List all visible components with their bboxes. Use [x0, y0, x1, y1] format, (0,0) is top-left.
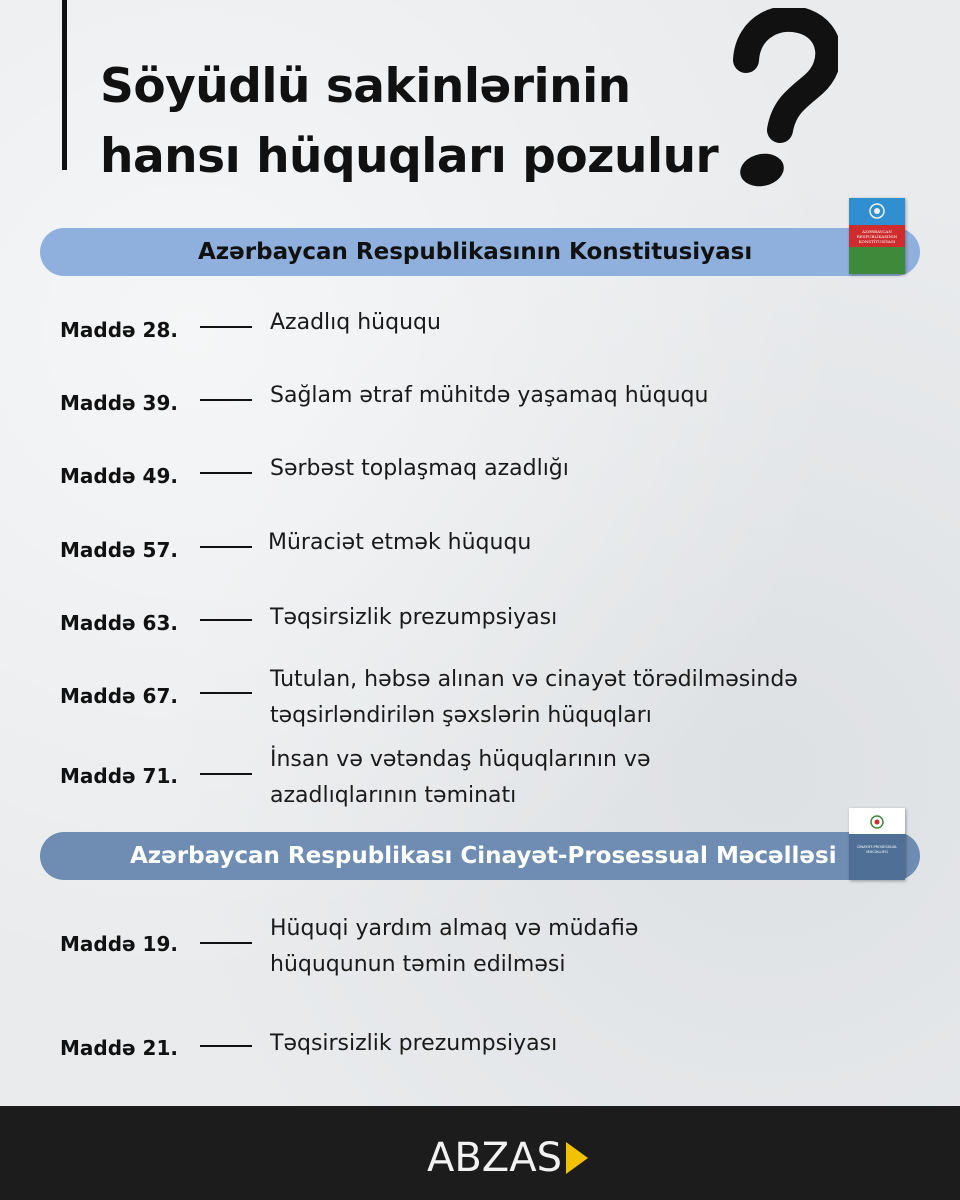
abzas-logo: [427, 1136, 590, 1180]
dash-divider: [200, 546, 252, 548]
article-text: Müraciət etmək hüququ: [268, 530, 532, 555]
article-number: Maddə 63.: [60, 611, 178, 635]
article-text-line-1: İnsan və vətəndaş hüquqlarının və: [270, 747, 651, 772]
article-number: Maddə 21.: [60, 1036, 178, 1060]
article-text-line-2: hüququnun təmin edilməsi: [270, 952, 566, 977]
constitution-book-icon: [849, 198, 905, 274]
dash-divider: [200, 326, 252, 328]
article-number: Maddə 71.: [60, 764, 178, 788]
article-text-line-2: azadlıqlarının təminatı: [270, 783, 517, 808]
question-mark-icon: [718, 8, 838, 198]
title-accent-bar: [62, 0, 67, 170]
svg-text:RESPUBLİKASININ: RESPUBLİKASININ: [856, 234, 898, 239]
svg-text:KONSTİTUSİYASI: KONSTİTUSİYASI: [858, 239, 896, 244]
logo-wordmark: ABZAS: [427, 1135, 562, 1181]
article-number: Maddə 28.: [60, 318, 178, 342]
article-text: Təqsirsizlik prezumpsiyası: [270, 1031, 558, 1056]
article-number: Maddə 49.: [60, 464, 178, 488]
dash-divider: [200, 692, 252, 694]
section-criminal-procedure-header: [40, 832, 920, 880]
article-text-line-1: Hüquqi yardım almaq və müdafiə: [270, 916, 639, 941]
article-text-line-1: Tutulan, həbsə alınan və cinayət törədilməsində: [270, 667, 798, 692]
dash-divider: [200, 1045, 252, 1047]
svg-text:CİNAYƏT-PROSESSUAL: CİNAYƏT-PROSESSUAL: [856, 845, 898, 849]
article-text: Sərbəst toplaşmaq azadlığı: [270, 456, 569, 481]
dash-divider: [200, 619, 252, 621]
article-text: Sağlam ətraf mühitdə yaşamaq hüququ: [270, 383, 709, 408]
section-criminal-procedure-label: Azərbaycan Respublikası Cinayət-Prosessual Məcəlləsi: [130, 843, 837, 869]
article-text: Azadlıq hüququ: [270, 310, 441, 335]
section-constitution-header: [40, 228, 920, 276]
title-line-1: Söyüdlü sakinlərinin: [100, 59, 631, 114]
title-line-2: hansı hüquqları pozulur: [100, 129, 719, 184]
article-number: Maddə 57.: [60, 538, 178, 562]
page-title: [100, 52, 718, 192]
dash-divider: [200, 399, 252, 401]
dash-divider: [200, 773, 252, 775]
dash-divider: [200, 942, 252, 944]
criminal-procedure-book-icon: [849, 808, 905, 880]
svg-text:AZƏRBAYCAN: AZƏRBAYCAN: [862, 229, 892, 234]
play-triangle-icon: [564, 1140, 590, 1176]
dash-divider: [200, 472, 252, 474]
article-text: Təqsirsizlik prezumpsiyası: [270, 605, 558, 630]
article-number: Maddə 19.: [60, 932, 178, 956]
svg-text:MƏCƏLLƏSİ: MƏCƏLLƏSİ: [866, 850, 888, 854]
article-text-line-2: təqsirləndirilən şəxslərin hüquqları: [270, 703, 652, 728]
article-number: Maddə 67.: [60, 684, 178, 708]
article-number: Maddə 39.: [60, 391, 178, 415]
section-constitution-label: Azərbaycan Respublikasının Konstitusiyası: [198, 239, 753, 265]
